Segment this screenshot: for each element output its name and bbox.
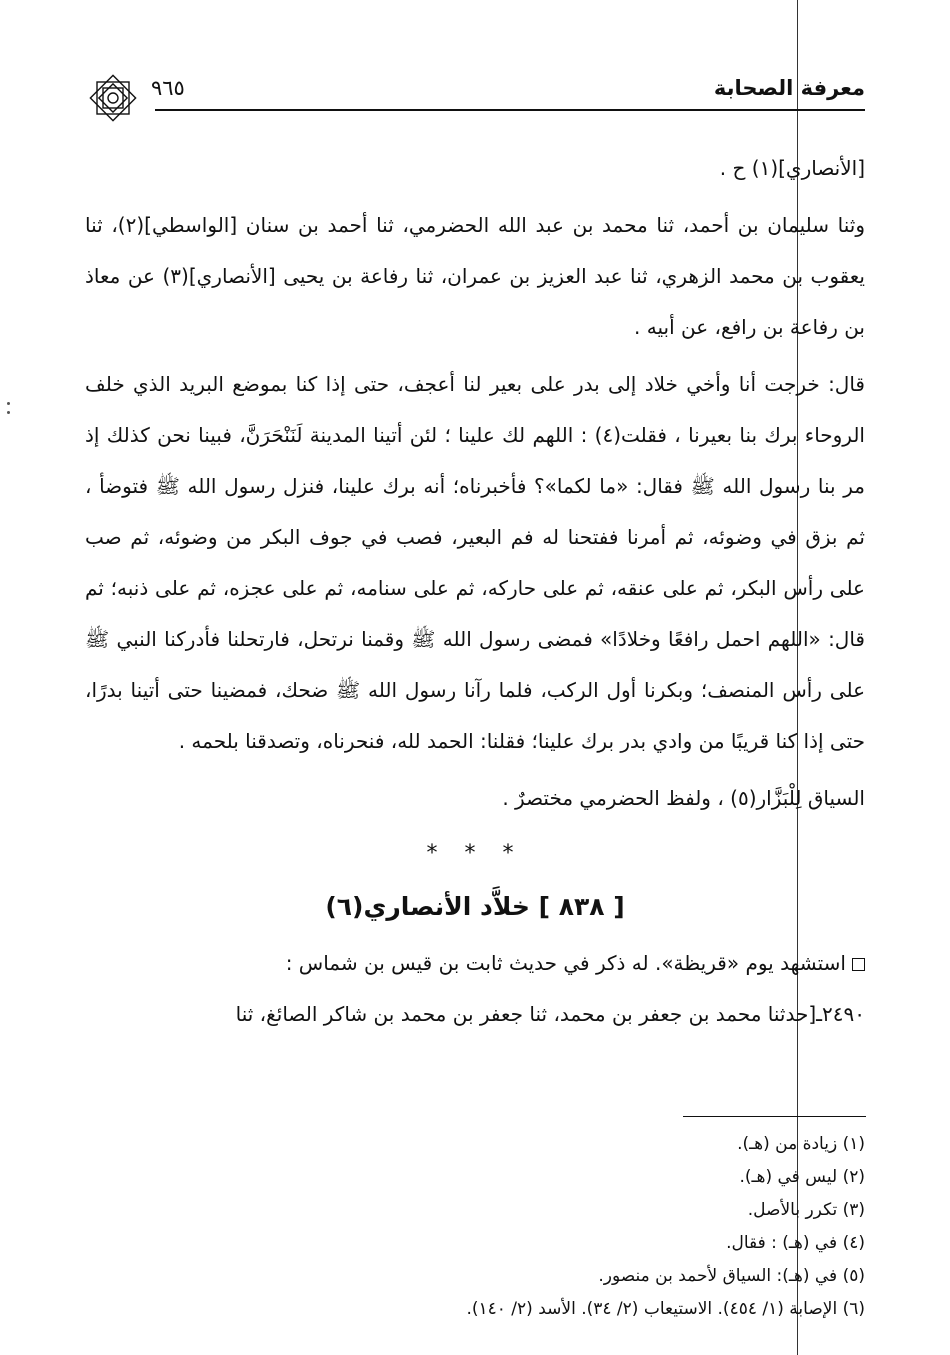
main-text bbox=[85, 143, 865, 1040]
footnote-rule bbox=[683, 1116, 866, 1117]
header-rule bbox=[155, 109, 865, 111]
hadith-paragraph: قال: خرجت أنا وأخي خلاد إلى بدر على بعير لنا أعجف، حتى إذا كنا بموضع البريد الذي خلف الروحاء برك بنا بعيرنا ، فقلت(٤) : اللهم لك علينا ؛ لئن أتينا المدينة لَنَنْحَرَنَّ، فبينا نحن كذلك إذ مر بنا رسول الله ﷺ فقال: «ما لكما»؟ فأخبرناه؛ أنه برك علينا، فنزل رسول الله ﷺ فتوضأ ، ثم بزق في وضوئه، ثم أمرنا ففتحنا له فم البعير، فصب في جوف البكر من وضوئه، ثم صب على رأس البكر، ثم على عنقه، ثم على حاركه، ثم على سنامه، ثم على عجزه، ثم على ذنبه؛ ثم قال: «اللهم احمل رافعًا وخلادًا» فمضى رسول الله ﷺ وقمنا نرتحل، فارتحلنا فأدركنا النبي ﷺ على رأس المنصف؛ وبكرنا أول الركب، فلما رآنا رسول الله ﷺ ضحك، فمضينا حتى أتينا بدرًا، حتى إذا كنا قريبًا من وادي بدر برك علينا؛ فقلنا: الحمد لله، فنحرناه، وتصدقنا بلحمه . bbox=[85, 372, 865, 753]
ornament-icon bbox=[83, 68, 143, 128]
entry-paragraph bbox=[85, 938, 865, 989]
page-header bbox=[85, 68, 865, 108]
footnote: (٥) في (هـ): السياق لأحمد بن منصور. bbox=[598, 1266, 865, 1286]
section-separator: * * * bbox=[426, 841, 524, 866]
running-title: معرفة الصحابة bbox=[713, 76, 865, 100]
page-number: ٩٦٥ bbox=[151, 76, 185, 100]
entry-text: استشهد يوم «قريظة». له ذكر في حديث ثابت بن قيس بن شماس : bbox=[285, 951, 846, 975]
footnote: (٣) تكرر بالأصل. bbox=[747, 1200, 865, 1220]
square-bullet-icon bbox=[852, 958, 865, 971]
isnad-paragraph: وثنا سليمان بن أحمد، ثنا محمد بن عبد الله الحضرمي، ثنا أحمد بن سنان [الواسطي](٢)، ثنا يعقوب بن محمد الزهري، ثنا عبد العزيز بن عمران، ثنا رفاعة بن يحيى [الأنصاري](٣) عن معاذ بن رفاعة بن رافع، عن أبيه . bbox=[85, 213, 866, 339]
footnote: (٢) ليس في (هـ). bbox=[739, 1167, 865, 1187]
hadith-start-paragraph: ٢٤٩٠ـ[حدثنا محمد بن جعفر بن محمد، ثنا جعفر بن محمد بن شاكر الصائغ، ثنا bbox=[235, 1002, 865, 1026]
footnotes bbox=[85, 1128, 865, 1326]
entry-heading: [ ٨٣٨ ] خلاَّد الأنصاري(٦) bbox=[325, 892, 625, 921]
footnote: (١) زيادة من (هـ). bbox=[737, 1134, 865, 1154]
footnote: (٤) في (هـ) : فقال. bbox=[726, 1233, 865, 1253]
footnote: (٦) الإصابة (١/ ٤٥٤). الاستيعاب (٢/ ٣٤). الأسد (٢/ ١٤٠). bbox=[466, 1299, 865, 1319]
margin-dots bbox=[7, 402, 10, 426]
note-paragraph: السياق لِلْبَزَّار(٥) ، ولفظ الحضرمي مختصرٌ . bbox=[502, 786, 865, 810]
text-line: [الأنصاري](١) ح . bbox=[719, 156, 865, 180]
